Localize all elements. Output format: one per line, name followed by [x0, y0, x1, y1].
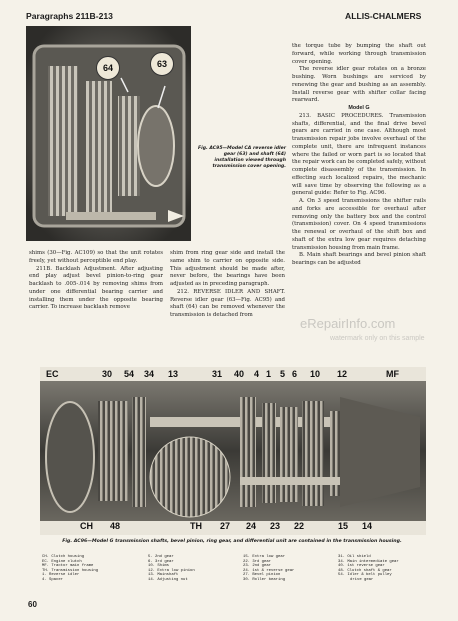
- running-head-left: Paragraphs 211B-213: [26, 11, 113, 21]
- paragraph-213: 213. BASIC PROCEDURES. Transmission shafts, differential, and the final drive bevel gears are carried in one case. Although most transmission repair jobs involve overhaul of the complete unit, there are infrequent instances where the failed or worn part is so located that the repair work can be completed safely, without complete disassembly of the transmission. In effecting such localized repairs, the mechanic will save time by observing the following as a general guide: Refer to Fig. AC96.: [292, 112, 426, 197]
- running-head-right: ALLIS-CHALMERS: [345, 11, 422, 21]
- label-1: 1: [266, 369, 272, 379]
- legend-item: CH. Clutch housing: [42, 555, 85, 559]
- legend-col-1: [42, 555, 98, 583]
- legend-col-3: [243, 555, 294, 583]
- legend-item: 13. Mainshaft: [148, 573, 179, 578]
- section-heading: Model G: [348, 105, 370, 111]
- legend-item: EC. Engine clutch: [42, 559, 82, 564]
- page-number: 60: [28, 600, 37, 609]
- label-15: 15: [338, 521, 349, 531]
- legend-item: 1. Reverse idler: [42, 573, 80, 578]
- paragraph-212: 212. REVERSE IDLER AND SHAFT. Reverse idler gear (63—Fig. AC95) and shaft (64) can be removed whenever the transmission is detached from: [170, 288, 285, 318]
- text-column-left: [29, 250, 163, 312]
- legend-col-4: [338, 555, 399, 583]
- label-13: 13: [168, 369, 179, 379]
- watermark-sub: watermark only on this sample: [330, 335, 425, 342]
- label-27: 27: [220, 521, 231, 531]
- text-column-right: [292, 43, 426, 268]
- label-54: 54: [124, 369, 135, 379]
- legend-item: MF. Tractor main frame: [42, 564, 94, 569]
- label-14: 14: [362, 521, 373, 531]
- paragraph: the torque tube by bumping the shaft out forward, while working through transmission cover opening.: [292, 43, 426, 65]
- label-6: 6: [292, 369, 298, 379]
- fig-ac95-photo: [26, 26, 191, 241]
- legend-item: drive gear: [350, 577, 374, 582]
- legend-item: 30. Roller bearing: [243, 577, 286, 582]
- watermark: eRepairInfo.com: [300, 316, 396, 331]
- transmission-cutaway-illustration: [40, 367, 426, 535]
- label-48: 48: [110, 521, 121, 531]
- callout-63: 63: [150, 52, 174, 76]
- label-4: 4: [254, 369, 260, 379]
- paragraph: The reverse idler gear rotates on a bronze bushing. Worn bushings are serviced by renewing the gear and bushing as an assembly. Install reverse gear with shifter collar facing rearward.: [292, 66, 426, 104]
- legend-item: TH. Transmission housing: [42, 568, 99, 573]
- label-12: 12: [337, 369, 348, 379]
- legend-col-2: [148, 555, 195, 583]
- label-10: 10: [310, 369, 321, 379]
- paragraph-b: B. Main shaft bearings and bevel pinion shaft bearings can be adjusted: [292, 252, 426, 266]
- legend-item: 54. Idler & belt pulley: [338, 573, 392, 578]
- fig-ac95-caption: Fig. AC95—Model CA reverse idler gear (63) and shaft (64) installation viewed through transmission cover opening.: [198, 146, 286, 169]
- callout-64: 64: [96, 56, 120, 80]
- legend-item: 5. 2nd gear: [148, 555, 174, 559]
- legend-item: 31. Oil shield: [338, 555, 371, 559]
- label-CH: CH: [80, 521, 93, 531]
- legend-item: 6. 3rd gear: [148, 559, 174, 564]
- legend-item: 12. Extra low pinion: [148, 568, 195, 573]
- label-22: 22: [294, 521, 305, 531]
- legend-item: 34. Main intermediate gear: [338, 559, 399, 564]
- label-5: 5: [280, 369, 286, 379]
- legend-item: 4. Spacer: [42, 577, 64, 582]
- label-40: 40: [234, 369, 245, 379]
- label-24: 24: [246, 521, 257, 531]
- legend-item: 22. 3rd gear: [243, 559, 272, 564]
- legend-item: 23. 2nd gear: [243, 564, 272, 569]
- label-23: 23: [270, 521, 281, 531]
- label-30: 30: [102, 369, 113, 379]
- label-MF: MF: [386, 369, 399, 379]
- paragraph: shim from ring gear side and install the same shim to carrier on opposite side. This adjustment should be made after, never before, the bearings have been adjusted as in preceding paragraph.: [170, 250, 285, 287]
- legend-item: 24. 1st & reverse gear: [243, 568, 295, 573]
- legend-item: 15. Extra low gear: [243, 555, 286, 559]
- legend-item: 48. Clutch shaft & gear: [338, 568, 392, 573]
- paragraph-a: A. On 3 speed transmissions the shifter rails and forks are accessible for overhaul after removing only the battery box and the control (transmission) cover. On 4 speed transmissions the renewal or overhaul of the shift box and shaft of the extra low gear requires detaching transmission housing from main frame.: [292, 198, 426, 251]
- fig-ac96-caption: Fig. AC96—Model G transmission shafts, bevel pinion, ring gear, and differential unit are contained in the transmission housing.: [62, 539, 402, 544]
- paragraph-211b: 211B. Backlash Adjustment. After adjusting end play adjust bevel pinion-to-ring gear backlash to .005-.014 by removing shims from under one differential bearing carrier and installing them under the opposite bearing carrier. To increase backlash remove: [29, 265, 163, 311]
- legend-item: 14. Adjusting nut: [148, 577, 188, 582]
- fig-ac96-photo: [40, 367, 426, 535]
- label-31: 31: [212, 369, 223, 379]
- label-TH: TH: [190, 521, 202, 531]
- label-EC: EC: [46, 369, 59, 379]
- legend-item: 40. 1st reverse gear: [338, 564, 385, 569]
- legend-item: 27. Bevel pinion: [243, 573, 281, 578]
- text-column-middle: [170, 250, 285, 320]
- legend-item: 10. Shims: [148, 564, 170, 569]
- label-34: 34: [144, 369, 155, 379]
- paragraph: shims (30—Fig. AC109) so that the unit rotates freely, yet without perceptible end play.: [29, 250, 163, 264]
